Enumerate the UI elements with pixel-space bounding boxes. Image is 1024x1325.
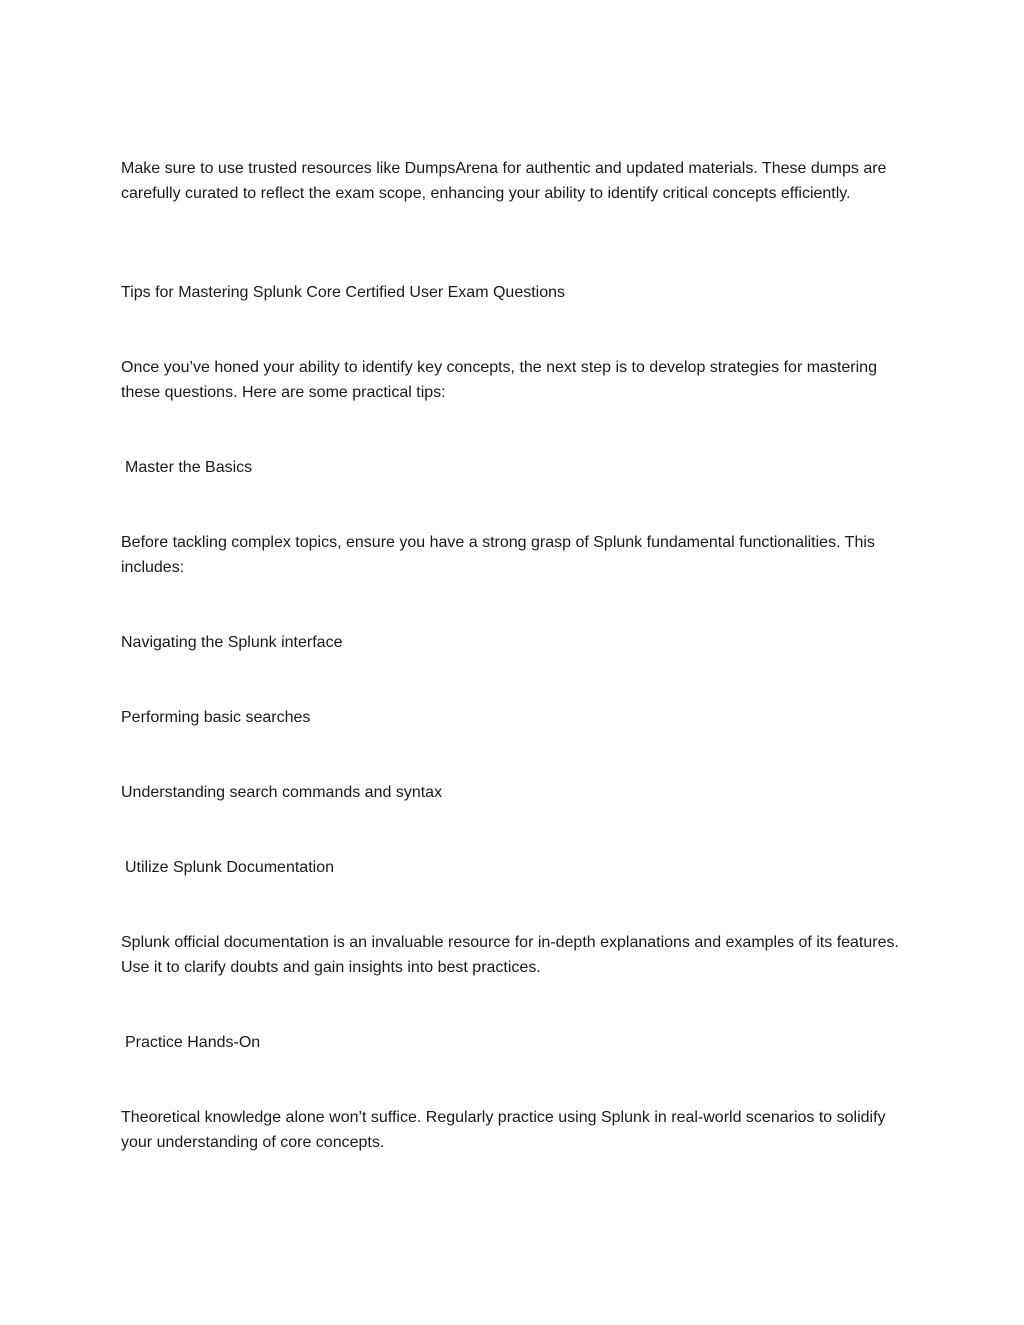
list-item-navigating: Navigating the Splunk interface — [121, 634, 343, 651]
list-item-searches: Performing basic searches — [121, 709, 311, 726]
section-heading-tips: Tips for Mastering Splunk Core Certified User Exam Questions — [121, 284, 566, 301]
subheading-documentation: Utilize Splunk Documentation — [125, 859, 334, 876]
intro-paragraph: Make sure to use trusted resources like DumpsArena for authentic and updated materials. These dumps are carefully curated to reflect the exam scope, enhancing your ability to identify critical concepts efficiently. — [121, 160, 887, 202]
hands-on-paragraph: Theoretical knowledge alone won’t suffice. Regularly practice using Splunk in real-world scenarios to solidify your understanding of core concepts. — [121, 1109, 886, 1151]
subheading-hands-on: Practice Hands-On — [125, 1034, 261, 1051]
basics-paragraph: Before tackling complex topics, ensure you have a strong grasp of Splunk fundamental functionalities. This includes: — [121, 534, 875, 576]
subheading-master-basics: Master the Basics — [125, 459, 253, 476]
list-item-commands: Understanding search commands and syntax — [121, 784, 443, 801]
tips-intro-paragraph: Once you’ve honed your ability to identify key concepts, the next step is to develop strategies for mastering these questions. Here are some practical tips: — [121, 359, 877, 401]
documentation-paragraph: Splunk official documentation is an invaluable resource for in-depth explanations and examples of its features. Use it to clarify doubts and gain insights into best practices. — [121, 934, 899, 976]
